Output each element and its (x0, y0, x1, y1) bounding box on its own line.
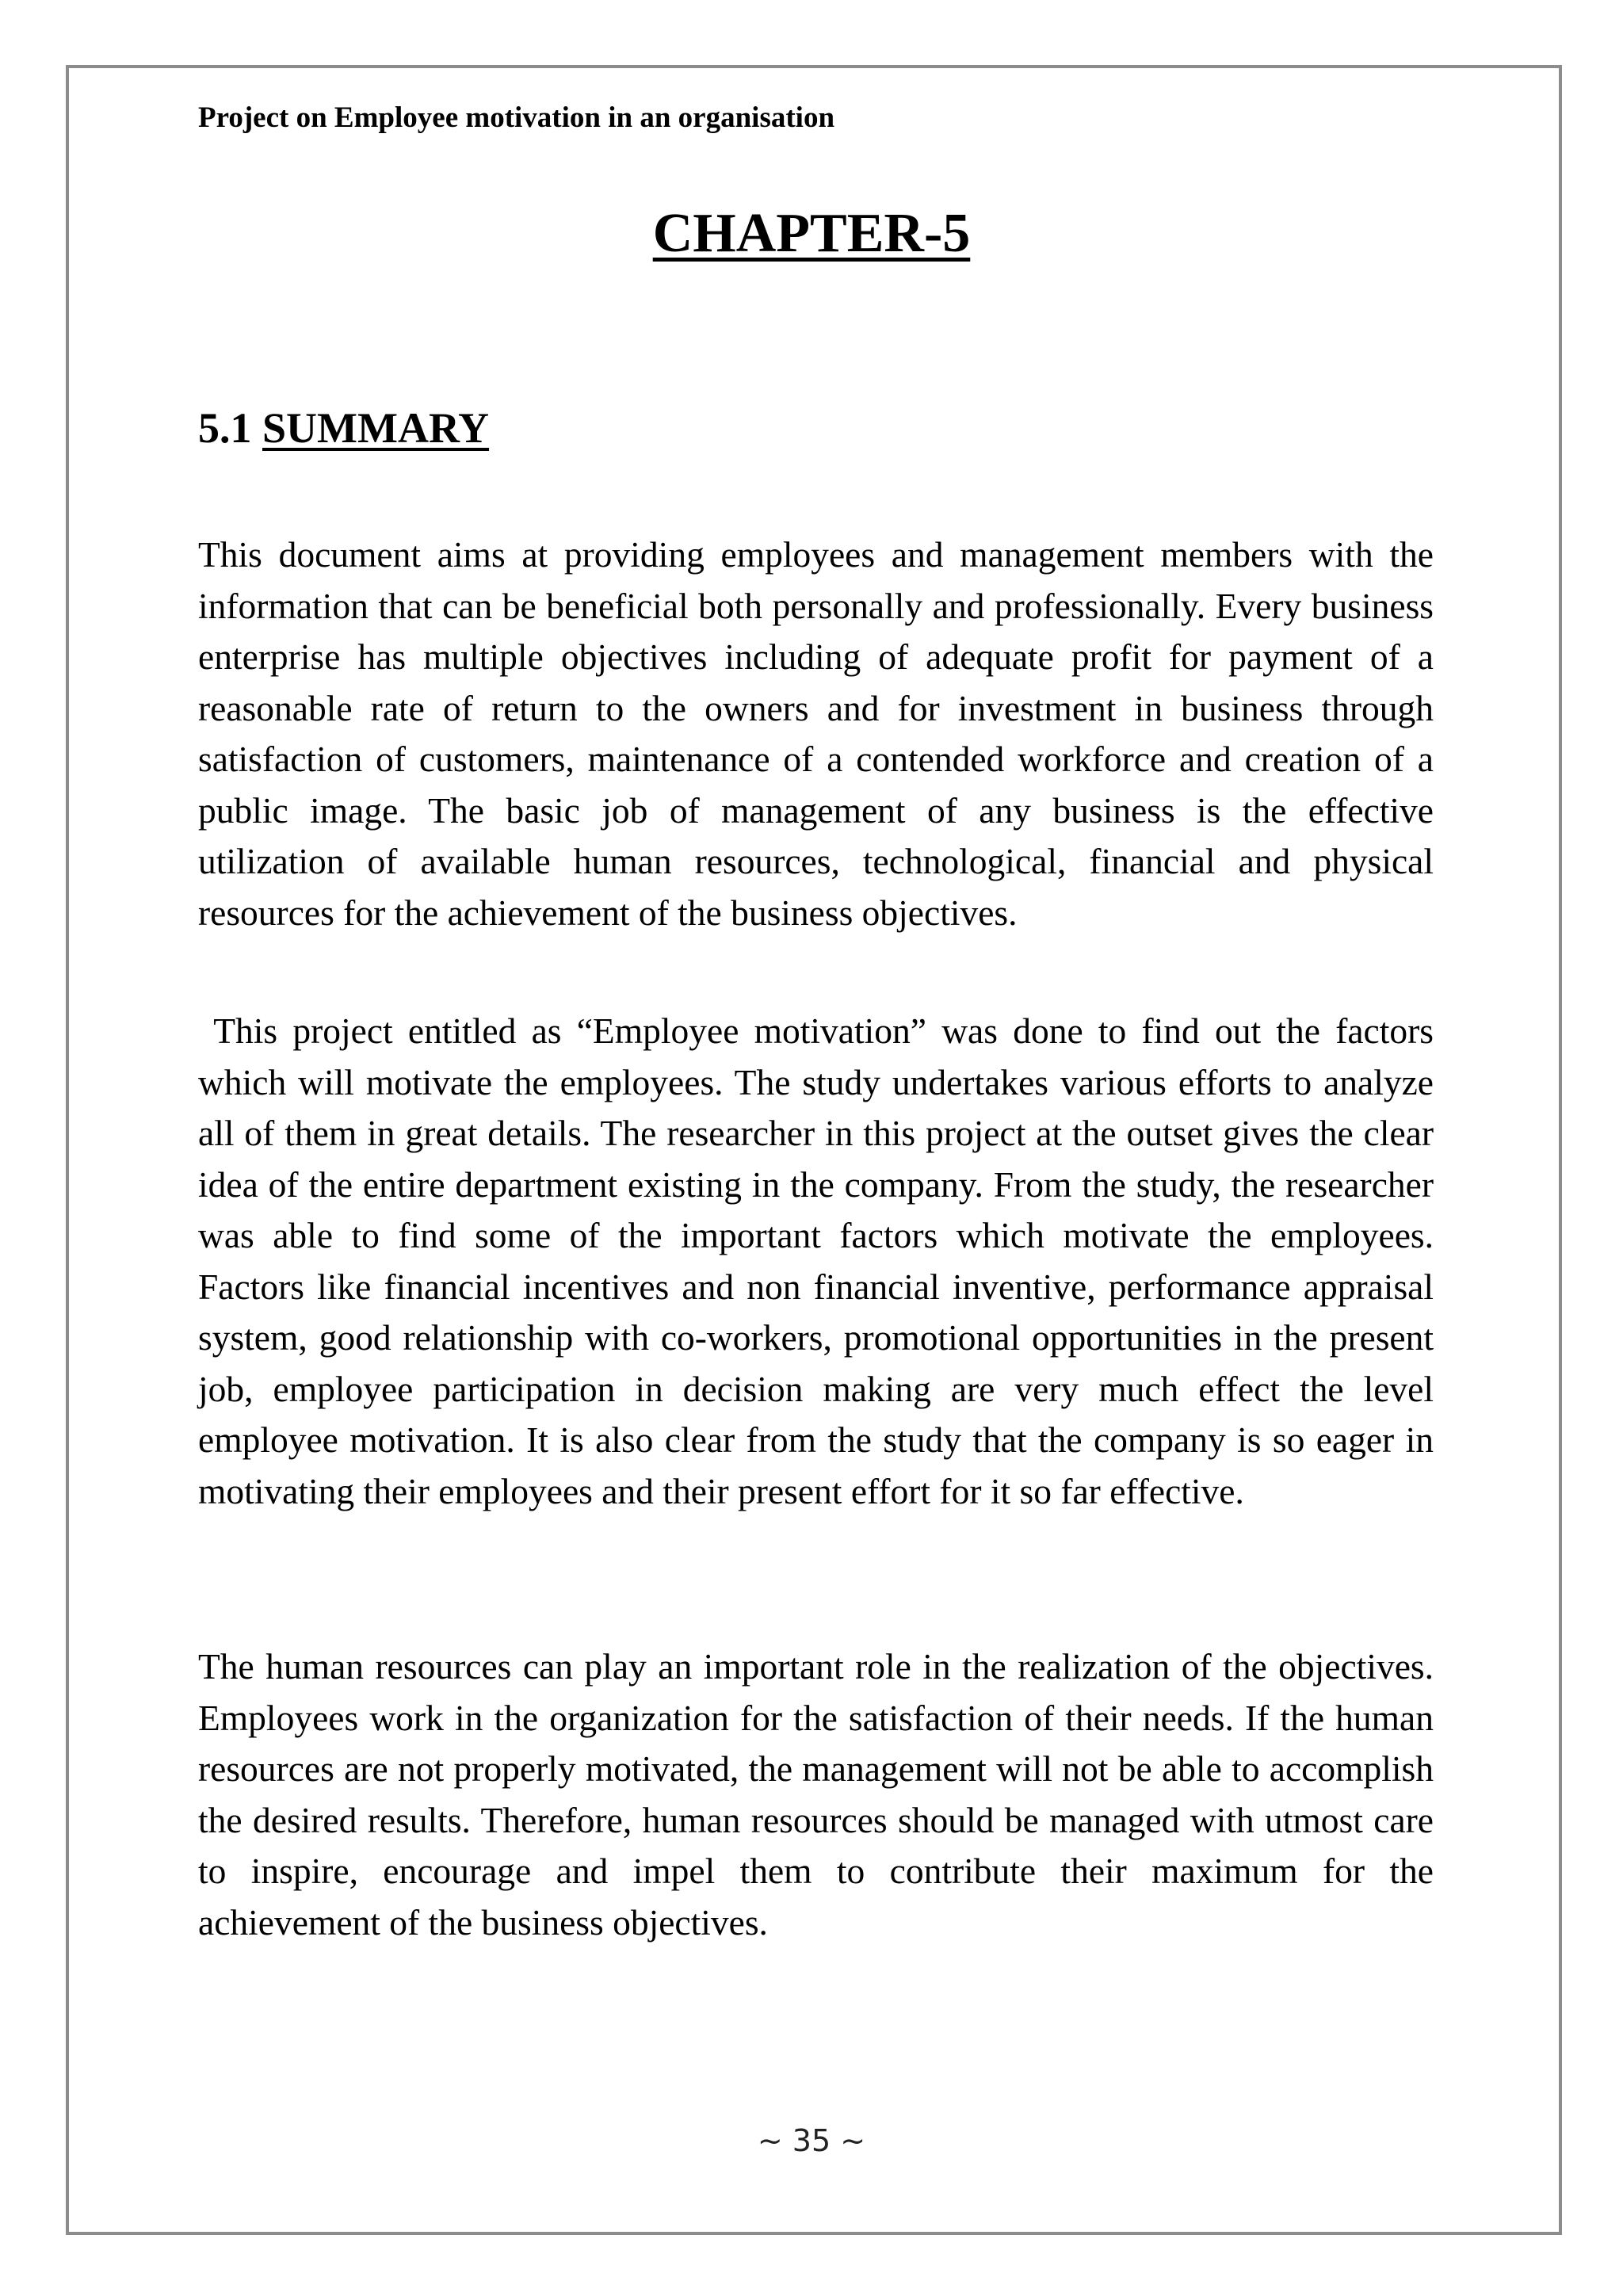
section-title: SUMMARY (262, 404, 490, 452)
chapter-title-container (0, 194, 1623, 273)
chapter-title: CHAPTER-5 (652, 203, 971, 264)
section-number: 5.1 (198, 404, 252, 452)
summary-paragraph-3: The human resources can play an important role in the realization of the objectives. Employees work in the organization for the satisfaction of their needs. If the human resources are not properly motivated, the management will not be able to accomplish the desired results. Therefore, human resources should be managed with utmost care to inspire, encourage and impel them to contribute their maximum for the achievement of the business objectives. (198, 1646, 1434, 1943)
section-heading (198, 396, 489, 460)
summary-paragraph-1: This document aims at providing employees and management members with the information that can be beneficial both personally and professionally. Every business enterprise has multiple objectives including of adequate profit for payment of a reasonable rate of return to the owners and for investment in business through satisfaction of customers, maintenance of a contended workforce and creation of a public image. The basic job of management of any business is the effective utilization of available human resources, technological, financial and physical resources for the achievement of the business objectives. (198, 534, 1434, 933)
summary-paragraph-2: This project entitled as “Employee motivation” was done to find out the factors which will motivate the employees. The study undertakes various efforts to analyze all of them in great details. The researcher in this project at the outset gives the clear idea of the entire department existing in the company. From the study, the researcher was able to find some of the important factors which motivate the employees. Factors like financial incentives and non financial inventive, performance appraisal system, good relationship with co-workers, promotional opportunities in the present job, employee participation in decision making are very much effect the level employee motivation. It is also clear from the study that the company is so eager in motivating their employees and their present effort for it so far effective. (198, 1010, 1434, 1511)
running-header: Project on Employee motivation in an organisation (198, 101, 835, 134)
page-number: ~ 35 ~ (757, 2123, 866, 2158)
